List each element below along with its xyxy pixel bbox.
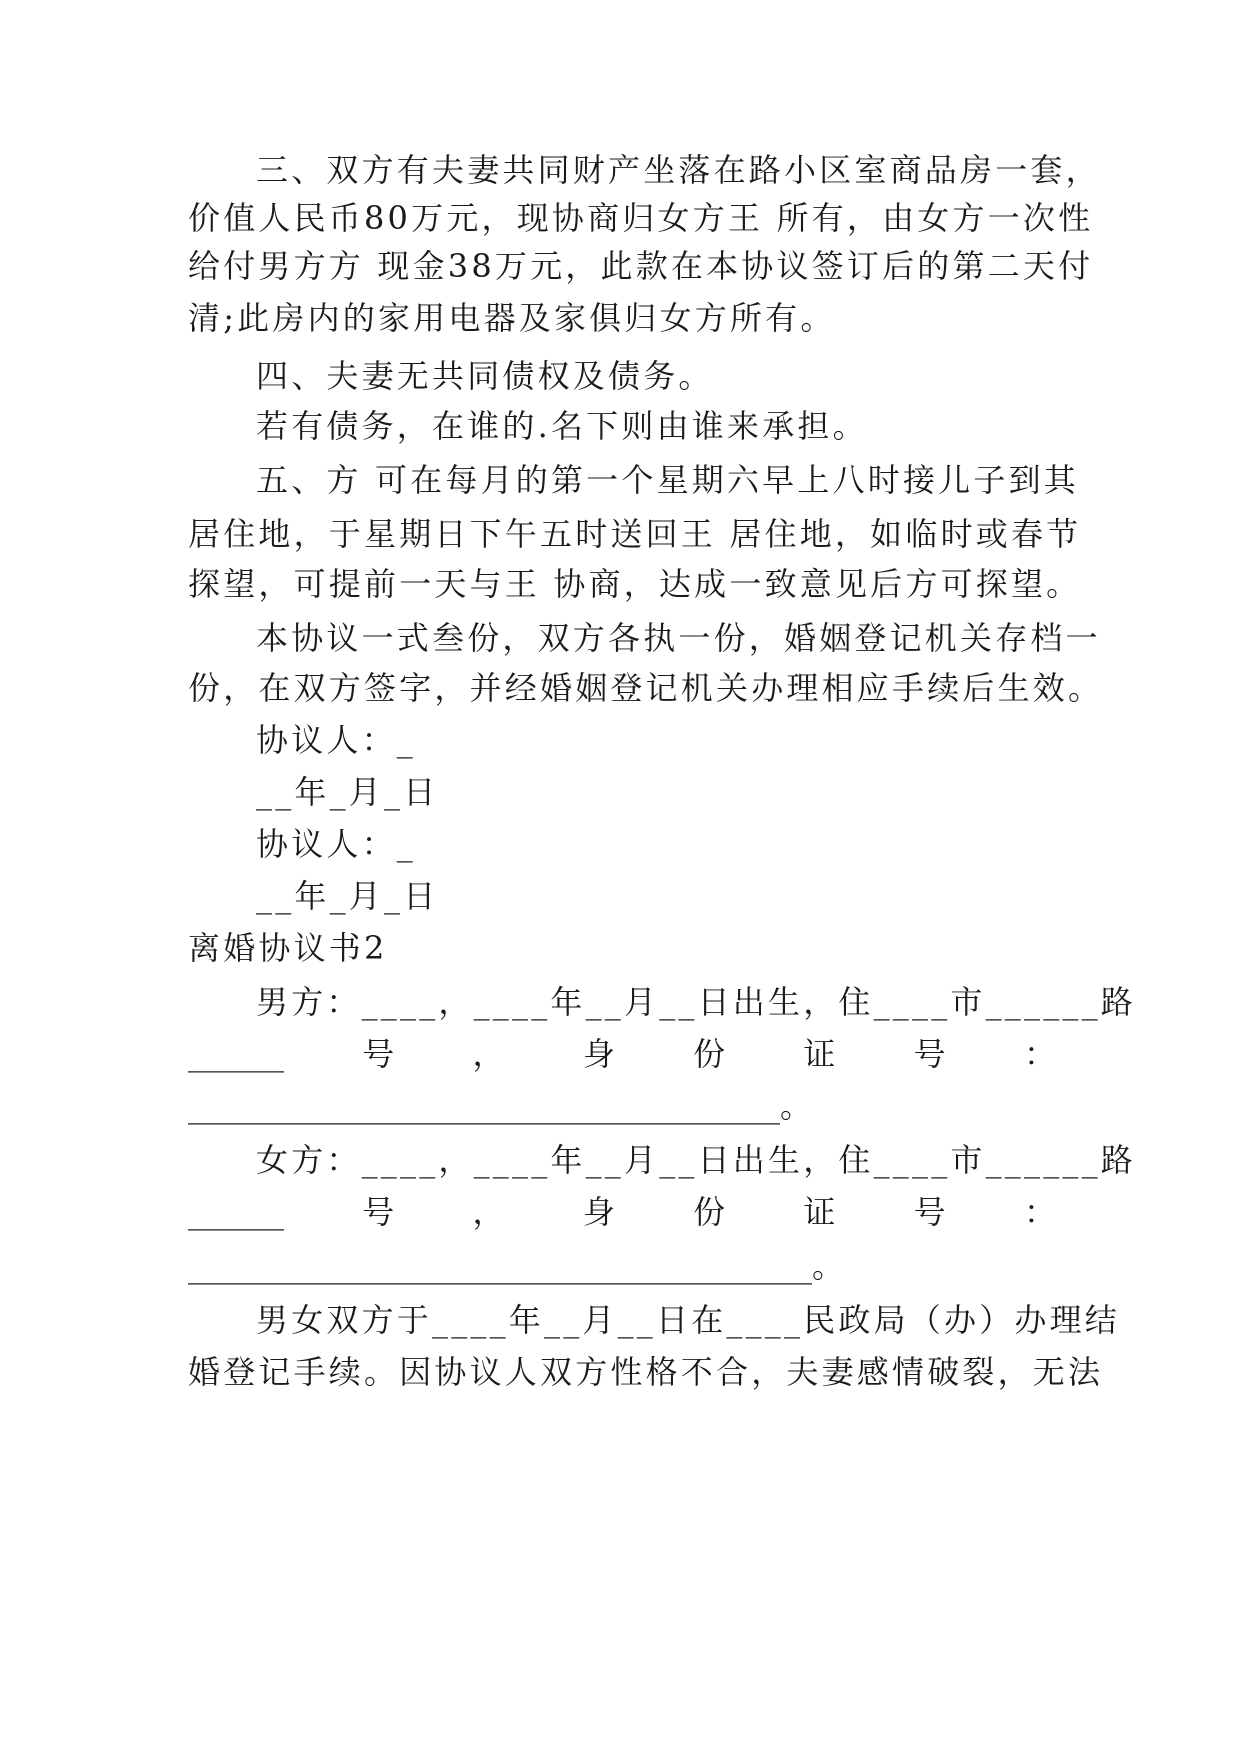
id-row-part: ： (1023, 1035, 1056, 1073)
id-row-part: ： (1023, 1193, 1056, 1231)
id-row-part: 身 (582, 1193, 615, 1231)
id-row-part: 号 (913, 1035, 946, 1073)
signatory-2-date: __年_月_日 (256, 877, 439, 915)
paragraph-5-line-1: 五、方 可在每月的第一个星期六早上八时接儿子到其 (256, 461, 1079, 499)
male-party-line-1: 男方：____，____年__月__日出生，住____市______路 (256, 983, 1137, 1021)
id-row-part: 号 (362, 1193, 395, 1231)
copies-clause-line-1: 本协议一式叁份，双方各执一份，婚姻登记机关存档一 (256, 619, 1101, 657)
id-row-part: ______ (188, 1193, 284, 1231)
paragraph-3-line-4: 清;此房内的家用电器及家俱归女方所有。 (188, 299, 836, 337)
id-row-part: 份 (693, 1193, 726, 1231)
paragraph-3-line-1: 三、双方有夫妻共同财产坐落在路小区室商品房一套， (256, 151, 1101, 189)
male-party-id-row (188, 1032, 1056, 1076)
signatory-1-date: __年_月_日 (256, 773, 439, 811)
id-row-part: ______ (188, 1035, 284, 1073)
id-row-part: 证 (803, 1035, 836, 1073)
id-row-part: 号 (913, 1193, 946, 1231)
paragraph-5-line-2: 居住地，于星期日下午五时送回王 居住地，如临时或春节 (188, 515, 1082, 553)
id-row-part: 身 (582, 1035, 615, 1073)
id-row-part: ， (472, 1035, 505, 1073)
debt-clause: 若有债务，在谁的.名下则由谁来承担。 (256, 407, 868, 445)
paragraph-5-line-3: 探望，可提前一天与王 协商，达成一致意见后方可探望。 (188, 565, 1082, 603)
signatory-1: 协议人：_ (256, 721, 417, 759)
paragraph-4: 四、夫妻无共同债权及债务。 (256, 357, 714, 395)
male-party-id-blank: _____________________________________。 (188, 1087, 813, 1125)
id-row-part: 份 (693, 1035, 726, 1073)
signatory-2: 协议人：_ (256, 825, 417, 863)
paragraph-3-line-2: 价值人民币80万元，现协商归女方王 所有，由女方一次性 (188, 199, 1094, 237)
id-row-part: 证 (803, 1193, 836, 1231)
paragraph-3-line-3: 给付男方方 现金38万元，此款在本协议签订后的第二天付 (188, 247, 1094, 285)
id-row-part: 号 (362, 1035, 395, 1073)
female-party-id-row (188, 1190, 1056, 1234)
id-row-part: ， (472, 1193, 505, 1231)
marriage-registration-line-2: 婚登记手续。因协议人双方性格不合，夫妻感情破裂，无法 (188, 1353, 1104, 1391)
marriage-registration-line-1: 男女双方于____年__月__日在____民政局（办）办理结 (256, 1301, 1121, 1339)
female-party-id-blank: _______________________________________。 (188, 1247, 845, 1285)
document-2-title: 离婚协议书2 (188, 929, 388, 967)
copies-clause-line-2: 份，在双方签字，并经婚姻登记机关办理相应手续后生效。 (188, 669, 1104, 707)
female-party-line-1: 女方：____，____年__月__日出生，住____市______路 (256, 1141, 1137, 1179)
